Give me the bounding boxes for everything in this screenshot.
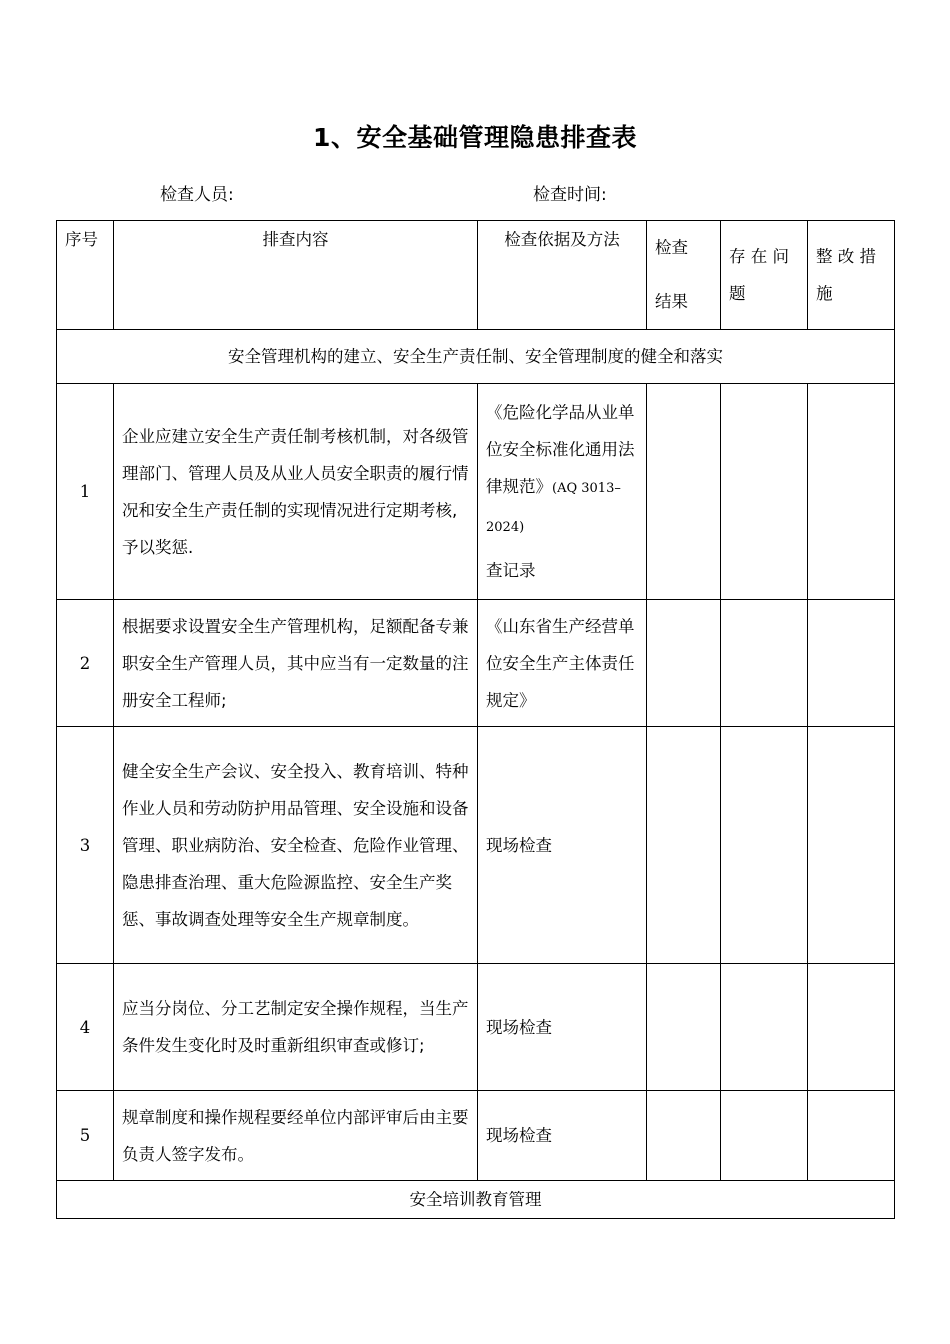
row-measures (808, 964, 895, 1091)
table-row (57, 964, 895, 1091)
row-content: 应当分岗位、分工艺制定安全操作规程，当生产条件发生变化时及时重新组织审查或修订; (114, 964, 478, 1091)
header-basis: 检查依据及方法 (478, 221, 647, 330)
row-issues (721, 600, 808, 727)
inspection-table (56, 220, 895, 1219)
row-measures (808, 1091, 895, 1181)
section-row (57, 1181, 895, 1219)
row-basis: 《山东省生产经营单位安全生产主体责任规定》 (478, 600, 647, 727)
header-measures-line2: 施 (816, 284, 833, 303)
row-basis-code: (AQ 3013–2024) (486, 481, 621, 535)
row-content: 规章制度和操作规程要经单位内部评审后由主要负责人签字发布。 (114, 1091, 478, 1181)
row-seq: 4 (57, 964, 114, 1091)
row-content: 根据要求设置安全生产管理机构，足额配备专兼职安全生产管理人员，其中应当有一定数量的注册安全工程师; (114, 600, 478, 727)
row-content: 企业应建立安全生产责任制考核机制，对各级管理部门、管理人员及从业人员安全职责的履行情况和安全生产责任制的实现情况进行定期考核,予以奖惩. (114, 384, 478, 600)
table-row (57, 1091, 895, 1181)
row-issues (721, 384, 808, 600)
row-issues (721, 727, 808, 964)
inspect-time-label: 检查时间: (533, 185, 607, 205)
row-issues (721, 964, 808, 1091)
page-title: 1、安全基础管理隐患排查表 (313, 123, 637, 152)
header-row (57, 221, 895, 330)
table-row (57, 600, 895, 727)
row-basis-main: 《危险化学品从业单位安全标准化通用法律规范》(AQ 3013–2024) (486, 403, 635, 535)
header-issues-line1: 存 在 问 (729, 247, 789, 266)
header-result-line1: 检查 (655, 238, 688, 257)
header-result (647, 221, 721, 330)
section-heading-2: 安全培训教育管理 (57, 1181, 895, 1219)
row-basis-method: 查记录 (486, 561, 536, 580)
row-seq: 5 (57, 1091, 114, 1181)
section-heading-1: 安全管理机构的建立、安全生产责任制、安全管理制度的健全和落实 (57, 330, 895, 384)
header-measures (808, 221, 895, 330)
table-row (57, 384, 895, 600)
row-measures (808, 384, 895, 600)
row-basis: 现场检查 (478, 1091, 647, 1181)
section-row (57, 330, 895, 384)
row-result (647, 384, 721, 600)
row-result (647, 727, 721, 964)
row-measures (808, 727, 895, 964)
row-result (647, 600, 721, 727)
header-content: 排查内容 (114, 221, 478, 330)
row-seq: 1 (57, 384, 114, 600)
header-measures-line1: 整 改 措 (816, 247, 876, 266)
header-issues-line2: 题 (729, 284, 746, 303)
row-measures (808, 600, 895, 727)
row-basis (478, 384, 647, 600)
row-result (647, 1091, 721, 1181)
inspector-label: 检查人员: (160, 185, 234, 205)
row-content: 健全安全生产会议、安全投入、教育培训、特种作业人员和劳动防护用品管理、安全设施和设备管理、职业病防治、安全检查、危险作业管理、隐患排查治理、重大危险源监控、安全生产奖惩、事故调查处理等安全生产规章制度。 (114, 727, 478, 964)
header-result-line2: 结果 (655, 292, 688, 311)
row-basis: 现场检查 (478, 727, 647, 964)
row-seq: 2 (57, 600, 114, 727)
row-result (647, 964, 721, 1091)
row-seq: 3 (57, 727, 114, 964)
table-row (57, 727, 895, 964)
row-issues (721, 1091, 808, 1181)
header-seq: 序号 (57, 221, 114, 330)
header-issues (721, 221, 808, 330)
row-basis: 现场检查 (478, 964, 647, 1091)
